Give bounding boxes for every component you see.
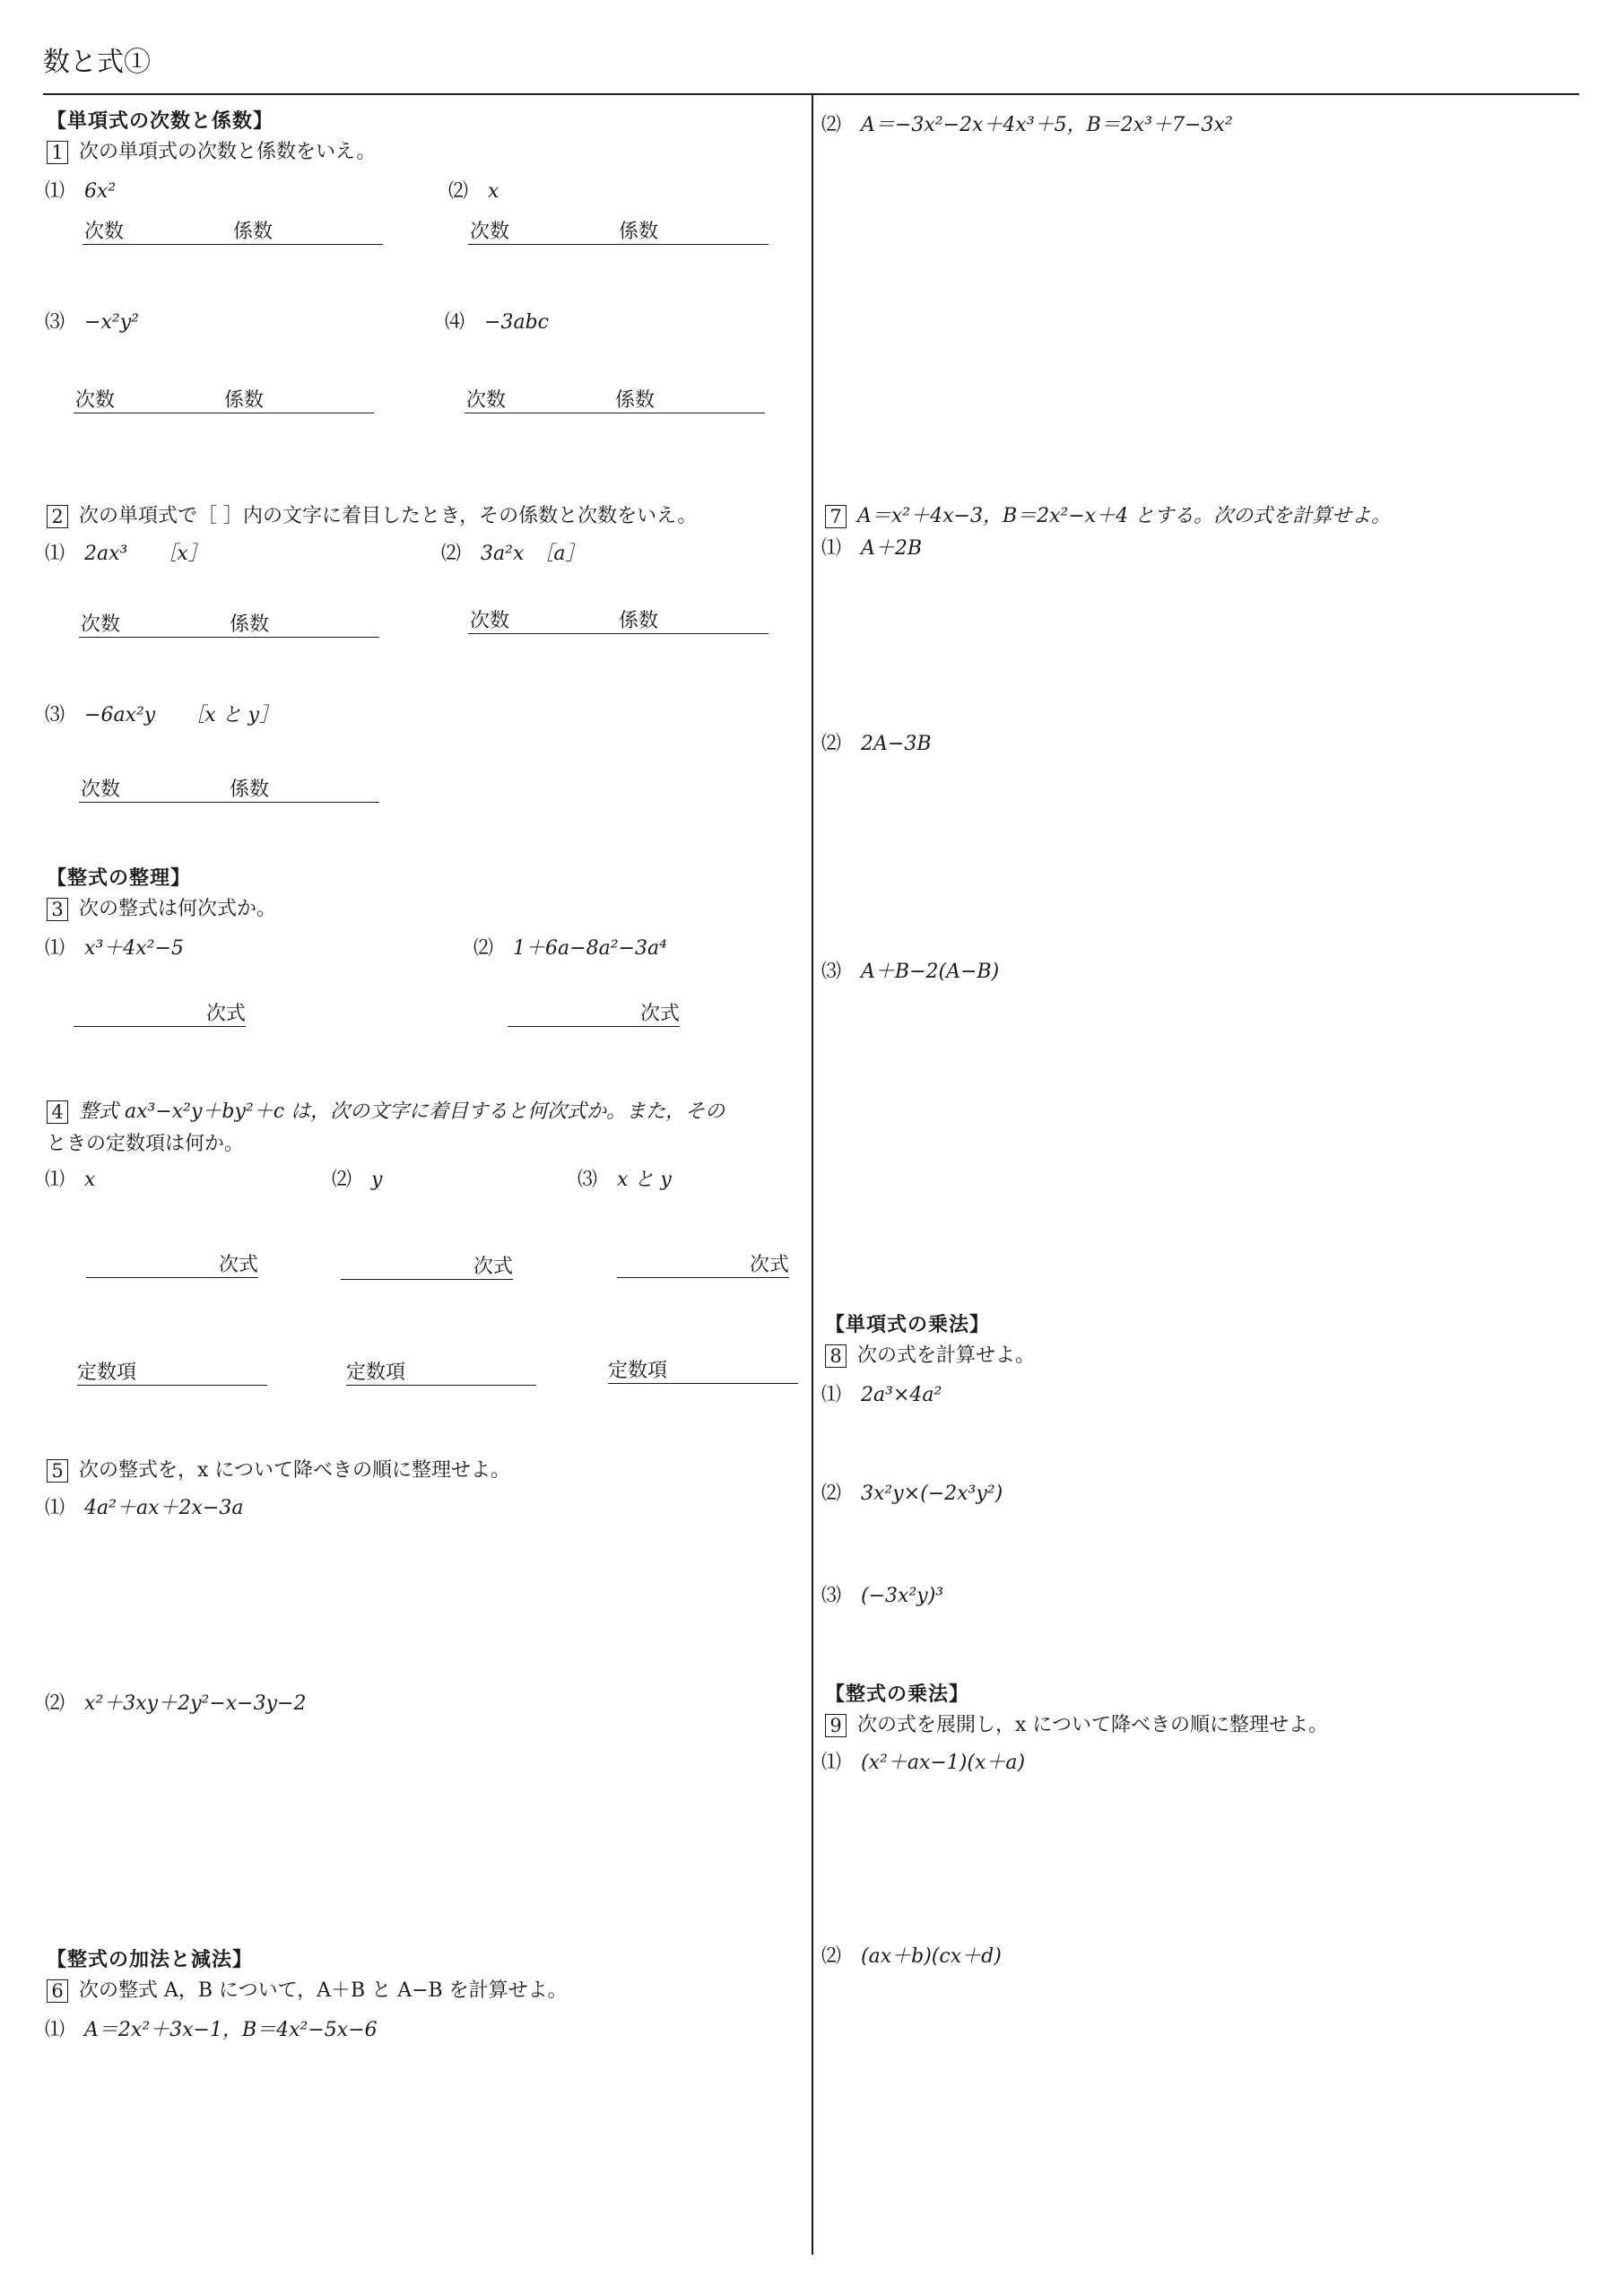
question-number: 9 xyxy=(825,1714,847,1737)
question-1 xyxy=(47,136,376,164)
question-text: 次の整式を，x について降べきの順に整理せよ。 xyxy=(79,1459,510,1482)
q6-item-1: ⑴ A＝2x²＋3x−1，B＝4x²−5x−6 xyxy=(45,2019,378,2041)
q1-item-1: ⑴ 6x² xyxy=(45,180,117,203)
q2-item-1: ⑴ 2ax³ ［x］ xyxy=(45,543,208,565)
answer-line-degree-coef[interactable]: 次数 係数 xyxy=(79,778,379,803)
q1-item-4: ⑷ −3abc xyxy=(445,311,549,334)
question-text: 整式 ax³−x²y＋by²＋c は，次の文字に着目すると何次式か。また，その xyxy=(79,1100,725,1123)
answer-line-constant[interactable]: 定数項 xyxy=(77,1361,267,1386)
question-8 xyxy=(825,1340,1035,1368)
question-text: 次の整式は何次式か。 xyxy=(79,898,277,920)
question-text: 次の式を計算せよ。 xyxy=(857,1344,1036,1367)
question-text: 次の式を展開し，x について降べきの順に整理せよ。 xyxy=(857,1714,1328,1736)
q1-item-3: ⑶ −x²y² xyxy=(45,311,139,334)
column-divider xyxy=(812,93,813,2255)
question-9 xyxy=(825,1709,1328,1737)
question-number: 6 xyxy=(47,1979,68,2003)
q8-item-1: ⑴ 2a³×4a² xyxy=(821,1384,942,1406)
question-text: A＝x²＋4x−3，B＝2x²−x＋4 とする。次の式を計算せよ。 xyxy=(857,505,1392,527)
question-4 xyxy=(47,1096,725,1124)
section-heading-monomul: 【単項式の乗法】 xyxy=(825,1313,991,1336)
question-6 xyxy=(47,1975,568,2003)
q3-item-2: ⑵ 1＋6a−8a²−3a⁴ xyxy=(473,937,667,960)
q4-item-2: ⑵ y xyxy=(332,1169,383,1191)
q2-item-2: ⑵ 3a²x ［a］ xyxy=(441,543,586,565)
q3-item-1: ⑴ x³＋4x²−5 xyxy=(45,937,184,960)
answer-line-degree-coef[interactable]: 次数 係数 xyxy=(74,389,374,413)
question-4-continued: ときの定数項は何か。 xyxy=(47,1133,245,1155)
question-number: 7 xyxy=(825,505,847,528)
q6-item-2: ⑵ A＝−3x²−2x＋4x³＋5，B＝2x³＋7−3x² xyxy=(821,114,1233,136)
q2-item-3: ⑶ −6ax²y ［x と y］ xyxy=(45,704,280,726)
question-5 xyxy=(47,1455,510,1483)
q9-item-1: ⑴ (x²＋ax−1)(x＋a) xyxy=(821,1752,1026,1774)
question-2 xyxy=(47,500,697,528)
q7-item-2: ⑵ 2A−3B xyxy=(821,733,932,755)
answer-line-degree-coef[interactable]: 次数 係数 xyxy=(468,221,769,245)
answer-line-degree[interactable]: 次式 xyxy=(74,1003,246,1027)
question-7 xyxy=(825,500,1391,528)
q1-item-2: ⑵ x xyxy=(448,180,499,203)
answer-line-constant[interactable]: 定数項 xyxy=(346,1361,536,1386)
q5-item-1: ⑴ 4a²＋ax＋2x−3a xyxy=(45,1497,244,1519)
q8-item-2: ⑵ 3x²y×(−2x³y²) xyxy=(821,1483,1003,1505)
question-number: 2 xyxy=(47,505,68,528)
answer-line-degree-coef[interactable]: 次数 係数 xyxy=(465,389,765,413)
answer-line-degree-coef[interactable]: 次数 係数 xyxy=(79,613,379,638)
question-number: 4 xyxy=(47,1100,68,1124)
page-title: 数と式① xyxy=(43,47,151,78)
answer-line-degree[interactable]: 次式 xyxy=(86,1254,258,1278)
answer-line-degree[interactable]: 次式 xyxy=(341,1256,513,1280)
section-heading-polymul: 【整式の乗法】 xyxy=(825,1683,970,1706)
answer-line-degree-coef[interactable]: 次数 係数 xyxy=(83,221,383,245)
question-text: 次の整式 A，B について，A＋B と A−B を計算せよ。 xyxy=(79,1979,568,2002)
question-number: 8 xyxy=(825,1344,847,1368)
q7-item-3: ⑶ A＋B−2(A−B) xyxy=(821,961,1000,983)
answer-line-degree[interactable]: 次式 xyxy=(508,1003,680,1027)
answer-line-degree-coef[interactable]: 次数 係数 xyxy=(468,610,769,634)
q7-item-1: ⑴ A＋2B xyxy=(821,537,923,560)
question-text: 次の単項式で［ ］内の文字に着目したとき，その係数と次数をいえ。 xyxy=(79,505,698,527)
question-3 xyxy=(47,893,276,921)
question-number: 1 xyxy=(47,141,68,164)
question-number: 3 xyxy=(47,898,68,921)
question-text: 次の単項式の次数と係数をいえ。 xyxy=(79,141,377,163)
section-heading-arrange: 【整式の整理】 xyxy=(47,866,192,890)
section-heading-monomial: 【単項式の次数と係数】 xyxy=(47,109,274,133)
answer-line-constant[interactable]: 定数項 xyxy=(608,1360,798,1384)
answer-line-degree[interactable]: 次式 xyxy=(617,1254,789,1278)
q4-item-3: ⑶ x と y xyxy=(578,1169,672,1191)
section-heading-addsub: 【整式の加法と減法】 xyxy=(47,1948,254,1971)
question-number: 5 xyxy=(47,1459,68,1483)
q4-item-1: ⑴ x xyxy=(45,1169,96,1191)
q8-item-3: ⑶ (−3x²y)³ xyxy=(821,1585,944,1607)
q5-item-2: ⑵ x²＋3xy＋2y²−x−3y−2 xyxy=(45,1692,307,1715)
q9-item-2: ⑵ (ax＋b)(cx＋d) xyxy=(821,1945,1002,1968)
